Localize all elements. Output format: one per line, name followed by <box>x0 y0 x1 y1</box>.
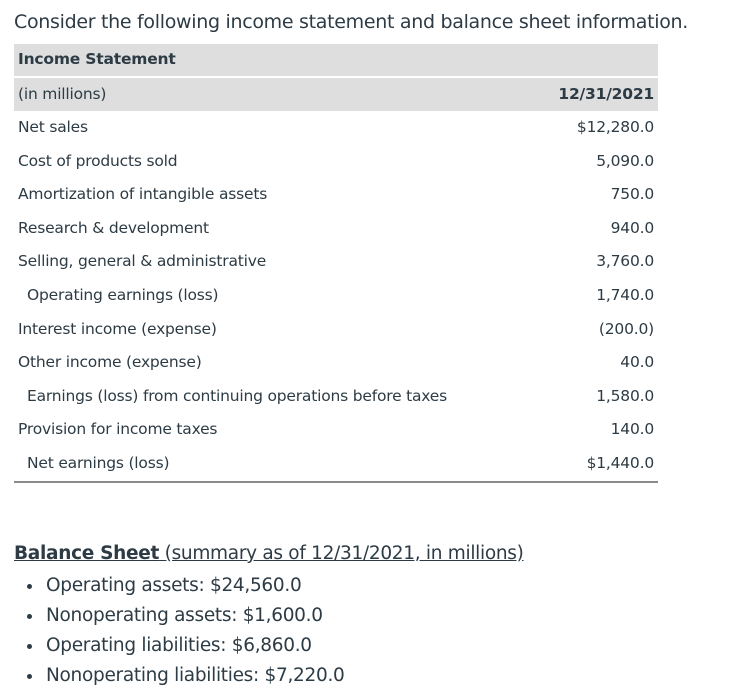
row-label: Amortization of intangible assets <box>18 185 268 204</box>
table-row-other-income <box>14 346 658 380</box>
row-label: Operating earnings (loss) <box>27 285 219 304</box>
balance-sheet-heading-link <box>14 543 524 564</box>
list-item-text: Operating assets: $24,560.0 <box>46 575 302 596</box>
list-item-text: Nonoperating assets: $1,600.0 <box>46 605 323 626</box>
row-label: Research & development <box>18 218 209 237</box>
row-value: 750.0 <box>610 185 654 204</box>
row-label: Net earnings (loss) <box>27 453 170 472</box>
row-label: Selling, general & administrative <box>18 252 267 271</box>
row-value: 5,090.0 <box>596 151 654 170</box>
row-label: Cost of products sold <box>18 151 178 170</box>
row-value: $12,280.0 <box>576 118 654 136</box>
row-value: 1,580.0 <box>596 386 654 405</box>
row-label: Earnings (loss) from continuing operations before taxes <box>27 386 448 405</box>
row-label: Provision for income taxes <box>18 420 218 439</box>
column-header-date: 12/31/2021 <box>558 85 654 103</box>
bullet-icon <box>27 644 32 649</box>
row-value: 3,760.0 <box>596 252 654 271</box>
list-item <box>24 573 345 603</box>
table-row-cost-of-products-sold <box>14 145 658 179</box>
table-row-research-development <box>14 212 658 246</box>
table-title: Income Statement <box>18 50 176 68</box>
table-row-amortization <box>14 178 658 212</box>
intro-text: Consider the following income statement and balance sheet information. <box>14 11 689 33</box>
list-item-text: Nonoperating liabilities: $7,220.0 <box>46 665 345 686</box>
bullet-icon <box>27 614 32 619</box>
row-value: (200.0) <box>598 319 654 338</box>
row-value: 40.0 <box>620 353 654 372</box>
row-label: Interest income (expense) <box>18 319 217 338</box>
balance-sheet-subtitle: (summary as of 12/31/2021, in millions) <box>159 543 524 564</box>
list-item <box>24 603 345 633</box>
table-row-sga <box>14 245 658 279</box>
table-row-net-earnings <box>14 447 658 483</box>
row-value: $1,440.0 <box>586 453 654 472</box>
row-label: Other income (expense) <box>18 353 202 372</box>
list-item <box>24 663 345 693</box>
table-header-row <box>14 78 658 111</box>
row-value: 140.0 <box>610 420 654 439</box>
list-item-text: Operating liabilities: $6,860.0 <box>46 635 312 656</box>
table-row-net-sales <box>14 111 658 145</box>
row-label: Net sales <box>18 118 88 136</box>
bullet-icon <box>27 584 32 589</box>
row-value: 940.0 <box>610 218 654 237</box>
table-row-operating-earnings <box>14 279 658 313</box>
row-value: 1,740.0 <box>596 285 654 304</box>
income-statement-table <box>14 44 658 483</box>
balance-sheet-heading <box>14 543 524 564</box>
table-row-earnings-before-taxes <box>14 380 658 414</box>
bullet-icon <box>27 674 32 679</box>
balance-sheet-title: Balance Sheet <box>14 543 160 564</box>
balance-sheet-list <box>24 573 345 693</box>
table-row-provision-income-taxes <box>14 413 658 447</box>
table-title-row <box>14 44 658 76</box>
list-item <box>24 633 345 663</box>
unit-label: (in millions) <box>18 85 107 103</box>
table-row-interest-income <box>14 313 658 347</box>
